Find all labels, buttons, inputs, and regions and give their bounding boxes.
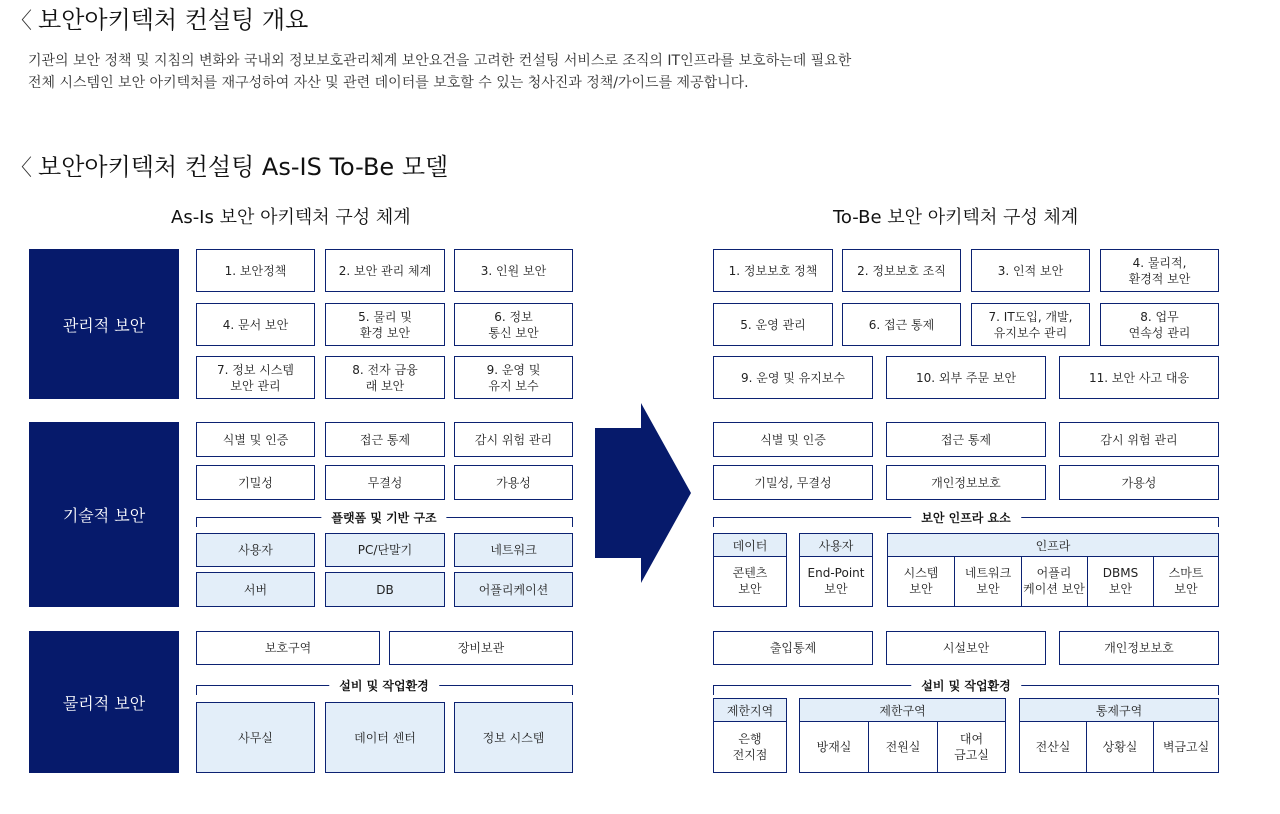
tobe-mgmt-item: 7. IT도입, 개발, 유지보수 관리 xyxy=(971,303,1090,346)
tobe-mgmt-item: 2. 정보보호 조직 xyxy=(842,249,961,292)
asis-facility-item: 데이터 센터 xyxy=(325,702,445,773)
asis-mgmt-item: 8. 전자 금융 래 보안 xyxy=(325,356,445,399)
group-header: 통제구역 xyxy=(1020,699,1218,722)
overview-line-1: 기관의 보안 정책 및 지침의 변화와 국내외 정보보호관리체계 보안요건을 고려한 컨설팅 서비스로 조직의 IT인프라를 보호하는데 필요한 xyxy=(28,53,852,69)
asis-platform-item: 서버 xyxy=(196,572,315,607)
group-cell: 전원실 xyxy=(885,739,921,754)
asis-mgmt-item: 2. 보안 관리 체계 xyxy=(325,249,445,292)
group-header: 제한지역 xyxy=(714,699,786,722)
asis-platform-item: DB xyxy=(325,572,445,607)
overview-description xyxy=(28,50,851,94)
asis-phys-label: 물리적 보안 xyxy=(29,631,179,773)
tobe-mgmt-item: 3. 인적 보안 xyxy=(971,249,1090,292)
asis-mgmt-item: 6. 정보 통신 보안 xyxy=(454,303,573,346)
overview-title: 보안아키텍처 컨설팅 개요 xyxy=(38,6,309,34)
asis-phys-item: 보호구역 xyxy=(196,631,380,665)
tobe-tech-item: 감시 위험 관리 xyxy=(1059,422,1219,457)
group-cell: 대여 금고실 xyxy=(954,731,989,762)
tobe-tech-item: 접근 통제 xyxy=(886,422,1046,457)
group-cell: 상황실 xyxy=(1102,739,1138,754)
group-cell: 콘텐츠 보안 xyxy=(732,566,768,596)
tobe-infra-label: 보안 인프라 요소 xyxy=(911,509,1021,526)
asis-tech-label: 기술적 보안 xyxy=(29,422,179,607)
asis-mgmt-item: 4. 문서 보안 xyxy=(196,303,315,346)
chevron-left-icon: 〈 xyxy=(10,156,33,181)
chevron-left-icon: 〈 xyxy=(10,9,33,34)
asis-mgmt-item: 1. 보안정책 xyxy=(196,249,315,292)
tobe-mgmt-item: 9. 운영 및 유지보수 xyxy=(713,356,873,399)
asis-tech-item: 감시 위험 관리 xyxy=(454,422,573,457)
asis-mgmt-item: 7. 정보 시스템 보안 관리 xyxy=(196,356,315,399)
model-title: 보안아키텍처 컨설팅 As-IS To-Be 모델 xyxy=(38,153,449,181)
tobe-infra-group xyxy=(887,533,1219,607)
tobe-tech-item: 기밀성, 무결성 xyxy=(713,465,873,500)
transition-arrow-icon xyxy=(595,403,691,583)
group-header: 사용자 xyxy=(800,534,872,557)
group-cell: 시스템 보안 xyxy=(903,566,939,596)
asis-title: As-Is 보안 아키텍처 구성 체계 xyxy=(171,207,411,228)
tobe-limited-group xyxy=(799,698,1006,773)
asis-platform-item: PC/단말기 xyxy=(325,533,445,567)
tobe-facility-label: 설비 및 작업환경 xyxy=(911,677,1021,694)
tobe-phys-item: 개인정보보호 xyxy=(1059,631,1219,665)
tobe-mgmt-item: 1. 정보보호 정책 xyxy=(713,249,833,292)
overview-heading xyxy=(10,0,308,35)
group-cell: End-Point 보안 xyxy=(807,566,865,596)
tobe-mgmt-item: 4. 물리적, 환경적 보안 xyxy=(1100,249,1219,292)
group-header: 데이터 xyxy=(714,534,786,557)
model-heading xyxy=(10,147,448,182)
tobe-phys-item: 출입통제 xyxy=(713,631,873,665)
tobe-tech-item: 개인정보보호 xyxy=(886,465,1046,500)
asis-tech-item: 무결성 xyxy=(325,465,445,500)
asis-facility-label: 설비 및 작업환경 xyxy=(329,677,439,694)
tobe-restricted-group xyxy=(713,698,787,773)
asis-platform-item: 어플리케이션 xyxy=(454,572,573,607)
asis-tech-item: 기밀성 xyxy=(196,465,315,500)
group-cell: 어플리 케이션 보안 xyxy=(1023,566,1085,596)
group-header: 제한구역 xyxy=(800,699,1005,722)
asis-mgmt-item: 5. 물리 및 환경 보안 xyxy=(325,303,445,346)
tobe-tech-item: 가용성 xyxy=(1059,465,1219,500)
group-cell: 벽금고실 xyxy=(1162,739,1210,754)
group-header: 인프라 xyxy=(888,534,1218,557)
asis-platform-item: 사용자 xyxy=(196,533,315,567)
tobe-phys-item: 시설보안 xyxy=(886,631,1046,665)
tobe-mgmt-item: 11. 보안 사고 대응 xyxy=(1059,356,1219,399)
asis-mgmt-item: 9. 운영 및 유지 보수 xyxy=(454,356,573,399)
group-cell: DBMS 보안 xyxy=(1102,566,1139,596)
asis-facility-item: 정보 시스템 xyxy=(454,702,573,773)
asis-mgmt-label: 관리적 보안 xyxy=(29,249,179,399)
group-cell: 전산실 xyxy=(1035,739,1071,754)
asis-tech-item: 식별 및 인증 xyxy=(196,422,315,457)
tobe-mgmt-item: 10. 외부 주문 보안 xyxy=(886,356,1046,399)
tobe-title: To-Be 보안 아키텍처 구성 체계 xyxy=(833,207,1079,228)
group-cell: 스마트 보안 xyxy=(1168,566,1204,596)
asis-mgmt-item: 3. 인원 보안 xyxy=(454,249,573,292)
asis-platform-item: 네트워크 xyxy=(454,533,573,567)
asis-facility-item: 사무실 xyxy=(196,702,315,773)
tobe-tech-item: 식별 및 인증 xyxy=(713,422,873,457)
group-cell: 네트워크 보안 xyxy=(964,566,1012,596)
overview-line-2: 전체 시스템인 보안 아키텍처를 재구성하여 자산 및 관련 데이터를 보호할 수 있는 청사진과 정책/가이드를 제공합니다. xyxy=(28,75,749,91)
tobe-mgmt-item: 8. 업무 연속성 관리 xyxy=(1100,303,1219,346)
asis-phys-item: 장비보관 xyxy=(389,631,573,665)
tobe-data-group xyxy=(713,533,787,607)
asis-tech-item: 접근 통제 xyxy=(325,422,445,457)
tobe-controlled-group xyxy=(1019,698,1219,773)
asis-platform-label: 플랫폼 및 기반 구조 xyxy=(321,509,446,526)
asis-tech-item: 가용성 xyxy=(454,465,573,500)
tobe-mgmt-item: 6. 접근 통제 xyxy=(842,303,961,346)
tobe-user-group xyxy=(799,533,873,607)
group-cell: 방재실 xyxy=(816,739,852,754)
group-cell: 은행 전지점 xyxy=(732,731,768,762)
tobe-mgmt-item: 5. 운영 관리 xyxy=(713,303,833,346)
